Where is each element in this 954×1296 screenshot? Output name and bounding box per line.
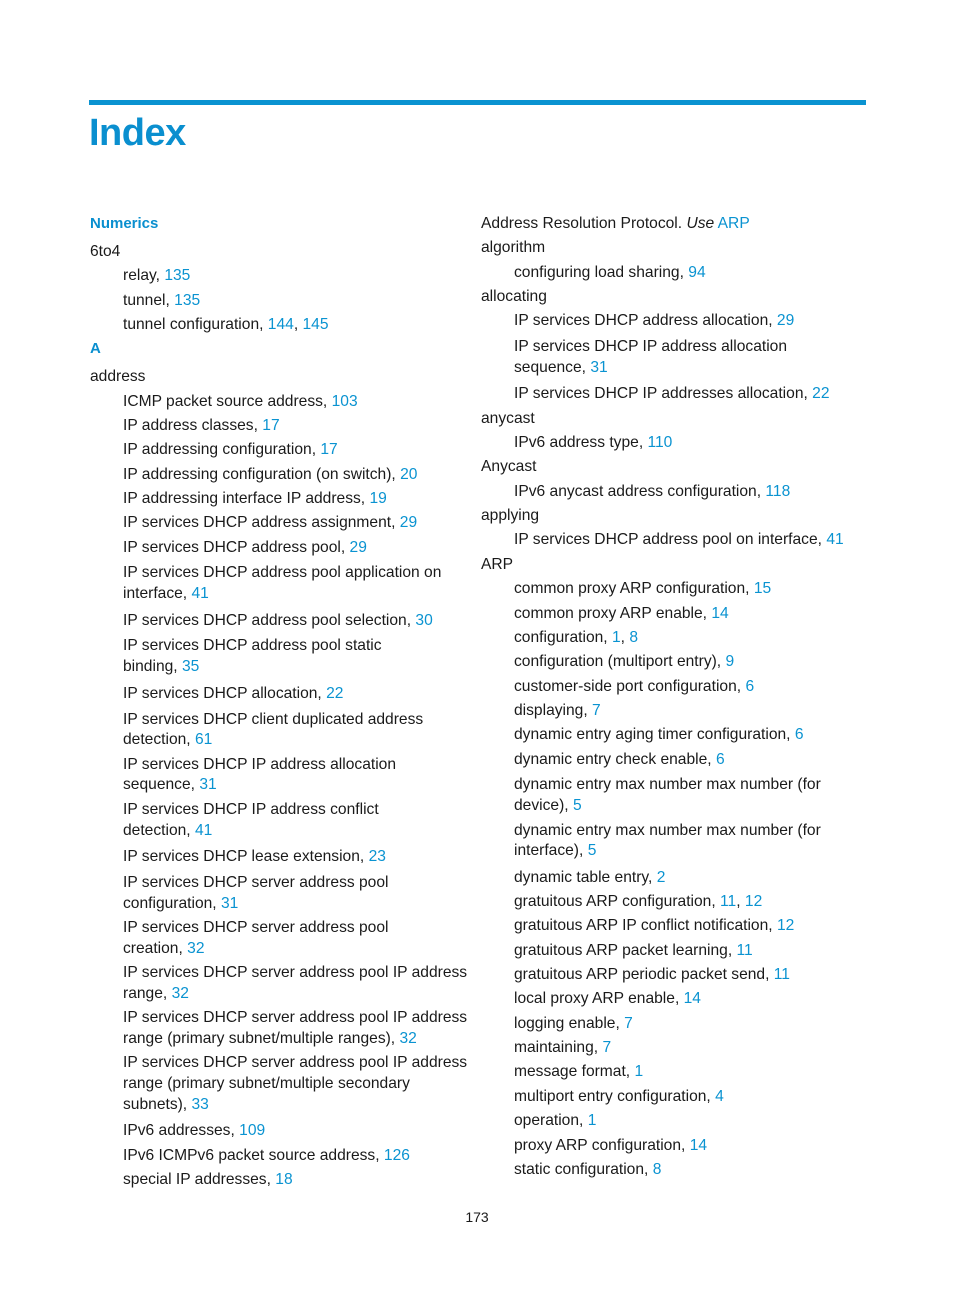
page-link[interactable]: 11 — [773, 966, 790, 984]
index-subentry: IPv6 address type, 110 — [514, 434, 673, 452]
index-subentry-cont: detection, 41 — [123, 821, 213, 839]
page-link[interactable]: 145 — [302, 315, 329, 333]
page-link[interactable]: 11 — [736, 941, 753, 959]
index-subentry-cont: creation, 32 — [123, 939, 205, 957]
index-column-left — [90, 212, 468, 1192]
page-link[interactable]: 8 — [629, 628, 639, 646]
index-subentry: IP services DHCP address assignment, 29 — [123, 514, 418, 532]
page-link[interactable]: 11 — [720, 893, 737, 911]
index-subentry: displaying, 7 — [514, 701, 601, 719]
page-link[interactable]: 135 — [174, 291, 201, 309]
index-subentry: IP services DHCP server address pool IP address — [123, 1054, 468, 1072]
index-subentry: customer-side port configuration, 6 — [514, 677, 755, 695]
page-link[interactable]: 17 — [262, 416, 280, 434]
page-link[interactable]: 29 — [399, 514, 418, 532]
index-subentry: IP addressing configuration, 17 — [123, 441, 338, 459]
page-link[interactable]: 7 — [592, 701, 601, 719]
index-subentry: IP services DHCP address pool application on — [123, 564, 442, 582]
page-link[interactable]: 41 — [191, 585, 209, 603]
page-link[interactable]: 1 — [634, 1063, 644, 1081]
index-subentry: gratuitous ARP IP conflict notification, 12 — [514, 917, 795, 935]
index-subentry: proxy ARP configuration, 14 — [514, 1136, 708, 1154]
index-subentry-cont: device), 5 — [514, 797, 582, 815]
index-subentry: special IP addresses, 18 — [123, 1171, 293, 1189]
page-link[interactable]: 41 — [194, 821, 213, 839]
index-subentry: common proxy ARP configuration, 15 — [514, 580, 772, 598]
index-term: applying — [481, 507, 540, 525]
page-link[interactable]: 18 — [275, 1171, 293, 1189]
page-link[interactable]: 12 — [744, 893, 763, 911]
page-link[interactable]: 29 — [776, 312, 795, 330]
page-link[interactable]: 2 — [656, 868, 666, 886]
index-subentry: gratuitous ARP periodic packet send, 11 — [514, 966, 790, 984]
section-heading-numerics: Numerics — [90, 215, 159, 232]
page-number: 173 — [465, 1209, 489, 1225]
page-link[interactable]: 1 — [611, 628, 621, 646]
index-term: address — [90, 368, 146, 386]
index-subentry: IP services DHCP address pool static — [123, 637, 382, 655]
page-link[interactable]: 17 — [320, 441, 338, 459]
page-link[interactable]: 29 — [349, 538, 367, 556]
page-link[interactable]: 135 — [164, 267, 191, 285]
index-subentry: gratuitous ARP packet learning, 11 — [514, 941, 753, 959]
index-subentry: IP addressing configuration (on switch), 20 — [123, 465, 418, 483]
page-link[interactable]: 15 — [753, 580, 772, 598]
index-term: ARP — [481, 555, 514, 573]
index-term: Anycast — [481, 458, 537, 476]
index-subentry: IP services DHCP address pool on interface, 41 — [514, 531, 844, 549]
index-subentry: IP services DHCP lease extension, 23 — [123, 847, 386, 865]
index-subentry: IP address classes, 17 — [123, 416, 280, 434]
page-link[interactable]: 22 — [812, 385, 830, 403]
index-subentry-cont: subnets), 33 — [123, 1095, 209, 1113]
index-column-right — [481, 212, 851, 1182]
index-subentry: dynamic entry aging timer configuration, 6 — [514, 726, 804, 744]
index-subentry: dynamic entry max number max number (for — [514, 776, 821, 794]
page-link[interactable]: 32 — [171, 984, 189, 1002]
index-subentry: IP services DHCP server address pool — [123, 918, 389, 936]
index-subentry-cont: range (primary subnet/multiple secondary — [123, 1075, 410, 1093]
index-subentry: IPv6 ICMPv6 packet source address, 126 — [123, 1146, 410, 1164]
page-link[interactable]: 110 — [647, 434, 673, 452]
page-link[interactable]: 6 — [794, 726, 804, 744]
index-subentry-cont: detection, 61 — [123, 731, 213, 749]
index-subentry: dynamic table entry, 2 — [514, 868, 666, 886]
index-subentry: IP services DHCP client duplicated address — [123, 710, 424, 728]
index-subentry: IPv6 addresses, 109 — [123, 1122, 266, 1140]
section-heading-a: A — [90, 340, 101, 358]
page-link[interactable]: 6 — [715, 750, 725, 768]
index-subentry: IPv6 anycast address configuration, 118 — [514, 482, 791, 500]
page-link[interactable]: 126 — [383, 1146, 410, 1164]
index-subentry: logging enable, 7 — [514, 1014, 633, 1032]
page-link[interactable]: 31 — [590, 359, 608, 377]
index-subentry: ICMP packet source address, 103 — [123, 392, 358, 410]
index-subentry-cont: range, 32 — [123, 984, 189, 1002]
page-link[interactable]: 41 — [826, 531, 844, 549]
index-subentry: tunnel configuration, 144, 145 — [123, 315, 329, 333]
index-term: allocating — [481, 288, 547, 306]
index-subentry: configuration (multiport entry), 9 — [514, 653, 735, 671]
index-subentry: IP services DHCP address pool, 29 — [123, 538, 367, 556]
index-subentry: gratuitous ARP configuration, 11, 12 — [514, 893, 763, 911]
index-term: Address Resolution Protocol. Use ARP — [481, 215, 750, 232]
index-subentry-cont: sequence, 31 — [123, 776, 217, 794]
index-subentry-cont: binding, 35 — [123, 658, 200, 676]
index-subentry: dynamic entry max number max number (for — [514, 821, 821, 839]
see-link[interactable]: ARP — [717, 215, 750, 232]
index-subentry: message format, 1 — [514, 1063, 644, 1081]
index-subentry: IP services DHCP IP addresses allocation, 22 — [514, 385, 830, 403]
index-subentry: configuration, 1, 8 — [514, 628, 639, 646]
index-subentry: IP services DHCP server address pool IP address — [123, 1009, 468, 1027]
page-link[interactable]: 7 — [624, 1014, 633, 1032]
index-subentry: common proxy ARP enable, 14 — [514, 604, 729, 622]
index-subentry: multiport entry configuration, 4 — [514, 1087, 724, 1105]
page-link[interactable]: 9 — [725, 653, 735, 671]
page-link[interactable]: 19 — [369, 489, 387, 507]
index-subentry-cont: interface), 5 — [514, 842, 597, 860]
page-link[interactable]: 103 — [331, 392, 358, 410]
index-subentry: IP services DHCP IP address allocation — [514, 338, 788, 356]
page-link[interactable]: 118 — [765, 482, 791, 500]
page-link[interactable]: 31 — [220, 894, 239, 912]
index-subentry: IP services DHCP server address pool — [123, 873, 389, 891]
page-link[interactable]: 22 — [326, 684, 344, 702]
index-subentry: IP services DHCP IP address conflict — [123, 800, 379, 818]
index-subentry: local proxy ARP enable, 14 — [514, 990, 701, 1008]
page-link[interactable]: 30 — [415, 611, 433, 629]
index-subentry: IP services DHCP server address pool IP address — [123, 964, 468, 982]
page-link[interactable]: 144 — [267, 315, 294, 333]
index-subentry: dynamic entry check enable, 6 — [514, 750, 725, 768]
page-link[interactable]: 14 — [711, 604, 729, 622]
index-subentry: relay, 135 — [123, 267, 191, 285]
page-link[interactable]: 31 — [199, 776, 217, 794]
index-subentry: IP services DHCP IP address allocation — [123, 755, 397, 773]
index-term: algorithm — [481, 239, 546, 257]
index-subentry: IP services DHCP address pool selection, 30 — [123, 611, 433, 629]
index-subentry: IP services DHCP address allocation, 29 — [514, 312, 795, 330]
page-link[interactable]: 33 — [191, 1095, 209, 1113]
page-link[interactable]: 14 — [683, 990, 701, 1008]
page-link[interactable]: 8 — [652, 1160, 662, 1178]
page-link[interactable]: 5 — [572, 797, 582, 815]
index-subentry: operation, 1 — [514, 1112, 597, 1130]
index-subentry-cont: sequence, 31 — [514, 359, 608, 377]
index-term: 6to4 — [90, 242, 121, 260]
page-title: Index — [89, 112, 186, 154]
page-link[interactable]: 109 — [239, 1122, 266, 1140]
page-link[interactable]: 5 — [587, 842, 597, 860]
page-link[interactable]: 12 — [776, 917, 795, 935]
index-subentry: configuring load sharing, 94 — [514, 263, 706, 281]
page-link[interactable]: 20 — [400, 465, 418, 483]
index-subentry: IP services DHCP allocation, 22 — [123, 684, 344, 702]
index-subentry: static configuration, 8 — [514, 1160, 662, 1178]
index-subentry-cont: range (primary subnet/multiple ranges), 32 — [123, 1030, 417, 1048]
page-link[interactable]: 32 — [187, 939, 205, 957]
index-term: anycast — [481, 409, 535, 427]
index-subentry: maintaining, 7 — [514, 1039, 612, 1057]
page-link[interactable]: 61 — [194, 731, 213, 749]
index-subentry-cont: interface, 41 — [123, 585, 209, 603]
page-link[interactable]: 1 — [587, 1112, 597, 1130]
index-subentry: IP addressing interface IP address, 19 — [123, 489, 387, 507]
header-rule — [89, 100, 866, 105]
page-link[interactable]: 7 — [602, 1039, 612, 1057]
page-link[interactable]: 32 — [399, 1030, 417, 1048]
page-link[interactable]: 4 — [715, 1087, 724, 1105]
page-link[interactable]: 6 — [745, 677, 755, 695]
page-link[interactable]: 23 — [368, 847, 386, 865]
index-subentry: tunnel, 135 — [123, 291, 201, 309]
page-link[interactable]: 94 — [688, 263, 706, 281]
page-link[interactable]: 35 — [181, 658, 200, 676]
page-link[interactable]: 14 — [689, 1136, 708, 1154]
index-subentry-cont: configuration, 31 — [123, 894, 239, 912]
